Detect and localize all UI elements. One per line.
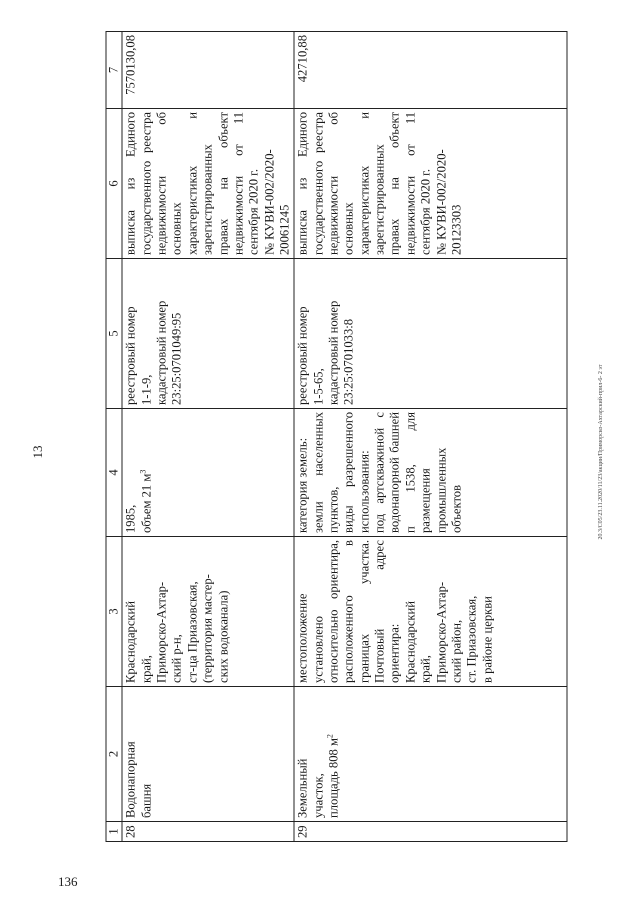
row-number: 29 bbox=[294, 822, 567, 842]
characteristics-text: 1985, объем 21 м bbox=[123, 473, 154, 533]
table-row bbox=[294, 32, 567, 842]
header-cell: 6 bbox=[106, 109, 122, 259]
registry-numbers: реестровый номер 1-5-65, кадастровый номер 23:25:0701033:8 bbox=[294, 259, 567, 409]
header-cell: 2 bbox=[106, 687, 122, 822]
object-value: 7570130,08 bbox=[122, 32, 294, 109]
header-cell: 7 bbox=[106, 32, 122, 109]
unit-superscript: 2 bbox=[325, 734, 335, 739]
object-name bbox=[294, 687, 567, 822]
source-document: выписка из Единого государственного реестра недвижимости об основных характеристиках и зарегистрированных правах на объект недвижимости от 11 сентября 2020 г. № КУВИ-002/2020- 20061245 bbox=[122, 109, 294, 259]
document-footer: 20.3/C05/23.11.2020/11/23/акции/Приморско-Ахтарский-прил-6- 2 эт bbox=[598, 364, 604, 540]
object-characteristics bbox=[294, 409, 567, 537]
row-number: 28 bbox=[122, 822, 294, 842]
header-cell: 3 bbox=[106, 537, 122, 687]
header-cell: 5 bbox=[106, 259, 122, 409]
characteristics-text: категория земель: земли населенных пунктов, виды разрешенного использования: под артскважиной с водонапорной башней п 1538, для размещения промышленных объектов bbox=[295, 412, 464, 533]
object-name-text: Земельный участок, площадь 808 м bbox=[295, 738, 341, 818]
page-number: 13 bbox=[30, 445, 45, 459]
source-document: выписка из Единого государственного реестра недвижимости об основных характеристиках и зарегистрированных правах на объект недвижимости от 11 сентября 2020 г. № КУВИ-002/2020- 20123303 bbox=[294, 109, 567, 259]
object-characteristics bbox=[122, 409, 294, 537]
table-row bbox=[122, 32, 294, 842]
header-cell: 4 bbox=[106, 409, 122, 537]
object-address: местоположение установлено относительно ориентира, расположенного в границах участка. Почтовый адрес ориентира: Краснодарский край, Приморско-Ахтар- ский район, ст. Приазовская, в районе церкви bbox=[294, 537, 567, 687]
sheet-number: 136 bbox=[58, 874, 78, 889]
property-table bbox=[106, 31, 568, 842]
header-cell: 1 bbox=[106, 822, 122, 842]
object-name bbox=[122, 687, 294, 822]
property-table-rotated bbox=[106, 32, 551, 842]
object-name-text: Водонапорная башня bbox=[123, 741, 154, 818]
object-address: Краснодарский край, Приморско-Ахтар- ский р-н, ст-ца Приазовская, (территория мастер- ских водоканала) bbox=[122, 537, 294, 687]
header-row bbox=[106, 32, 122, 842]
unit-superscript: 3 bbox=[138, 469, 148, 474]
object-value: 42710,88 bbox=[294, 32, 567, 109]
registry-numbers: реестровый номер 1-1-9, кадастровый номер 23:25:0701049:95 bbox=[122, 259, 294, 409]
